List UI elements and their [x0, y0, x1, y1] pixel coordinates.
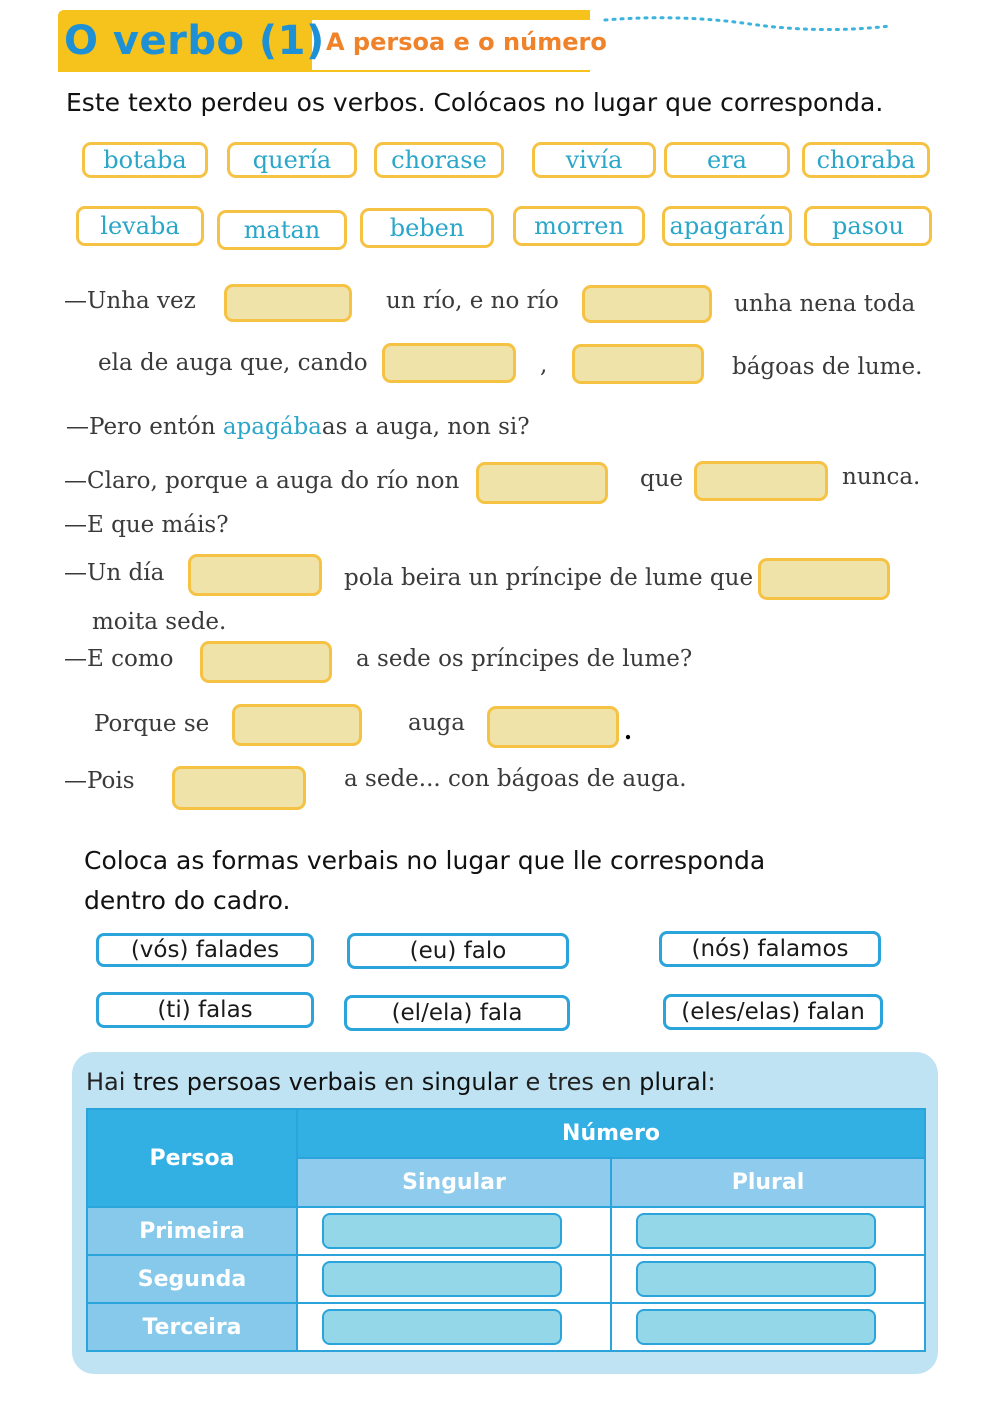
story-text: —Pois	[64, 768, 135, 794]
cell-terceira-singular	[297, 1303, 611, 1351]
word-chip-choraba[interactable]: choraba	[802, 142, 930, 178]
word-chip-matan[interactable]: matan	[217, 210, 347, 250]
verb-chip-eles-elas-falan[interactable]: (eles/elas) falan	[663, 994, 883, 1030]
panel-bold-part: plural	[639, 1068, 708, 1096]
story-text: —E que máis?	[64, 512, 229, 538]
cell-segunda-singular	[297, 1255, 611, 1303]
panel-text-part: en	[376, 1068, 422, 1096]
table-header-singular: Singular	[297, 1158, 611, 1207]
exercise2-instruction-line1: Coloca as formas verbais no lugar que lle corresponda	[84, 846, 766, 875]
persons-table	[86, 1108, 926, 1352]
story-text: ela de auga que, cando	[98, 350, 368, 376]
exercise1-instruction: Este texto perdeu os verbos. Colócaos no lugar que corresponda.	[66, 88, 884, 117]
verb-chip-vos-falades[interactable]: (vós) falades	[96, 933, 314, 967]
answer-blank-6[interactable]	[694, 461, 828, 501]
panel-text-part: :	[707, 1068, 716, 1096]
word-chip-botaba[interactable]: botaba	[82, 142, 208, 178]
answer-blank-11[interactable]	[487, 706, 619, 748]
row-label-terceira: Terceira	[87, 1303, 297, 1351]
answer-blank-8[interactable]	[758, 558, 890, 600]
word-chip-apagaran[interactable]: apagarán	[662, 206, 792, 246]
story-text: que	[640, 466, 684, 492]
story-text: —Unha vez	[64, 288, 196, 314]
table-header-numero: Número	[297, 1109, 925, 1158]
exercise2-instruction-line2: dentro do cadro.	[84, 886, 291, 915]
page-subtitle: A persoa e o número	[326, 28, 607, 56]
drop-zone-primeira-plural[interactable]	[636, 1213, 876, 1249]
row-label-segunda: Segunda	[87, 1255, 297, 1303]
word-chip-chorase[interactable]: chorase	[374, 142, 504, 178]
story-text: auga	[408, 710, 465, 736]
word-chip-levaba[interactable]: levaba	[76, 206, 204, 246]
word-chip-queria[interactable]: quería	[227, 142, 357, 178]
answer-blank-3[interactable]	[382, 343, 516, 383]
page-title: O verbo (1)	[64, 18, 325, 64]
story-text: —Un día	[64, 560, 165, 586]
panel-text-part: e tres en	[517, 1068, 640, 1096]
panel-bold-part: tres persoas verbais	[133, 1068, 377, 1096]
story-text: a sede... con bágoas de auga.	[344, 766, 687, 792]
answer-blank-7[interactable]	[188, 554, 322, 596]
story-highlight-word: apagába	[222, 414, 322, 440]
dotted-wave-decoration	[600, 12, 900, 52]
cell-segunda-plural	[611, 1255, 925, 1303]
story-text: —E como	[64, 646, 174, 672]
answer-blank-10[interactable]	[232, 704, 362, 746]
answer-blank-4[interactable]	[572, 344, 704, 384]
answer-blank-5[interactable]	[476, 462, 608, 504]
story-text: unha nena toda	[734, 291, 916, 317]
table-row	[87, 1207, 925, 1255]
answer-blank-1[interactable]	[224, 284, 352, 322]
story-text: ,	[540, 352, 548, 378]
word-chip-era[interactable]: era	[664, 142, 790, 178]
verb-chip-nos-falamos[interactable]: (nós) falamos	[659, 931, 881, 967]
story-text: Porque se	[94, 711, 210, 737]
row-label-primeira: Primeira	[87, 1207, 297, 1255]
drop-zone-terceira-singular[interactable]	[322, 1309, 562, 1345]
verb-chip-ti-falas[interactable]: (ti) falas	[96, 992, 314, 1028]
verb-chip-el-ela-fala[interactable]: (el/ela) fala	[344, 995, 570, 1031]
table-row	[87, 1255, 925, 1303]
word-chip-vivia[interactable]: vivía	[532, 142, 656, 178]
drop-zone-segunda-plural[interactable]	[636, 1261, 876, 1297]
word-chip-beben[interactable]: beben	[360, 208, 494, 248]
table-header-plural: Plural	[611, 1158, 925, 1207]
story-text: nunca.	[842, 464, 921, 490]
story-text: bágoas de lume.	[732, 354, 923, 380]
cell-primeira-plural	[611, 1207, 925, 1255]
story-text: pola beira un príncipe de lume que	[344, 565, 754, 591]
story-text-part: —Pero entón	[66, 414, 223, 440]
word-chip-morren[interactable]: morren	[513, 206, 645, 246]
story-period: .	[624, 718, 633, 745]
answer-blank-9[interactable]	[200, 641, 332, 683]
story-text: a sede os príncipes de lume?	[356, 646, 693, 672]
panel-bold-part: singular	[421, 1068, 518, 1096]
answer-blank-12[interactable]	[172, 766, 306, 810]
story-text-part: as a auga, non si?	[321, 414, 530, 440]
drop-zone-terceira-plural[interactable]	[636, 1309, 876, 1345]
drop-zone-primeira-singular[interactable]	[322, 1213, 562, 1249]
word-chip-pasou[interactable]: pasou	[804, 206, 932, 246]
table-row	[87, 1303, 925, 1351]
story-text: un río, e no río	[386, 288, 559, 314]
story-text: —Claro, porque a auga do río non	[64, 468, 460, 494]
drop-zone-segunda-singular[interactable]	[322, 1261, 562, 1297]
panel-text	[86, 1068, 716, 1096]
answer-blank-2[interactable]	[582, 285, 712, 323]
cell-primeira-singular	[297, 1207, 611, 1255]
story-text	[66, 414, 530, 440]
story-text: moita sede.	[92, 609, 227, 635]
cell-terceira-plural	[611, 1303, 925, 1351]
table-header-persoa: Persoa	[87, 1109, 297, 1207]
panel-text-part: Hai	[86, 1068, 134, 1096]
verb-chip-eu-falo[interactable]: (eu) falo	[347, 933, 569, 969]
